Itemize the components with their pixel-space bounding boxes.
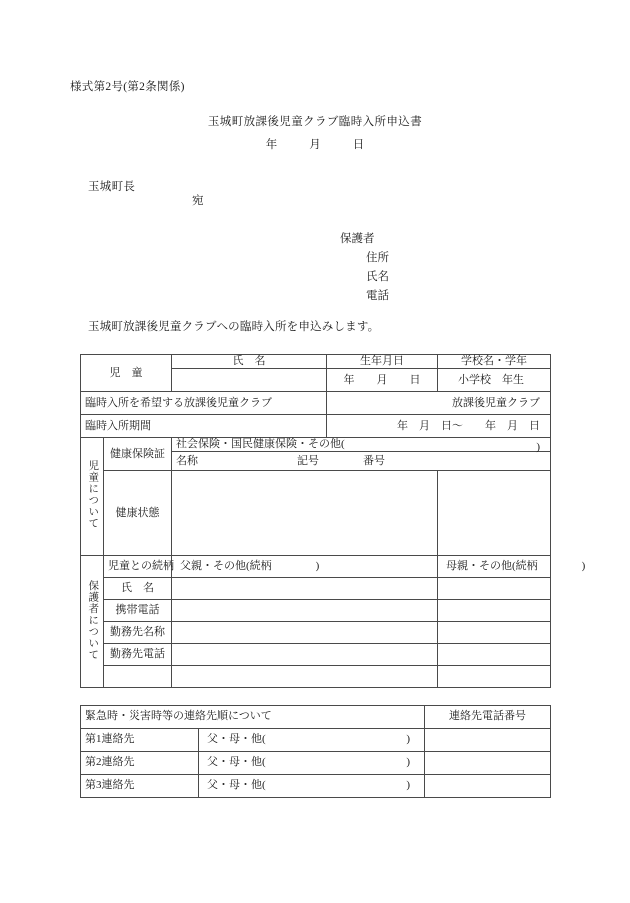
health-status-mother-cell[interactable] xyxy=(438,471,551,556)
table-row xyxy=(81,644,551,666)
guardian-phone-label: 電話 xyxy=(366,290,389,302)
health-status-father-cell[interactable] xyxy=(172,471,438,556)
guardian-mobile-label: 携帯電話 xyxy=(104,600,172,622)
date-month: 月 xyxy=(309,139,321,151)
period-row-label: 臨時入所期間 xyxy=(81,415,327,438)
table-row xyxy=(81,471,551,556)
emergency-who-1-text: 父・母・他( xyxy=(207,733,266,746)
table-row xyxy=(81,666,551,688)
table-row xyxy=(81,729,551,752)
emergency-order-1: 第1連絡先 xyxy=(81,729,199,752)
health-label: 健康状態 xyxy=(104,471,172,556)
emergency-who-3[interactable] xyxy=(199,775,425,798)
insurance-types[interactable] xyxy=(172,438,551,452)
child-name-input[interactable] xyxy=(172,369,327,392)
table-row xyxy=(81,355,551,369)
emergency-who-2[interactable] xyxy=(199,752,425,775)
date-day: 日 xyxy=(352,139,365,151)
emergency-phone-1[interactable] xyxy=(425,729,551,752)
child-section-label-text: 児童について xyxy=(87,460,99,530)
relation-mother[interactable]: 母親・その他(続柄 ) xyxy=(438,556,551,578)
table-row xyxy=(81,392,551,415)
date-line xyxy=(0,136,630,152)
insurance-label: 健康保険証 xyxy=(104,438,172,471)
guardian-workplace-label: 勤務先名称 xyxy=(104,622,172,644)
guardian-workphone-mother-input[interactable] xyxy=(438,644,551,666)
club-row-value[interactable]: 放課後児童クラブ xyxy=(327,392,551,415)
guardian-workplace-father-input[interactable] xyxy=(172,622,438,644)
guardian-workphone-label: 勤務先電話 xyxy=(104,644,172,666)
table-row xyxy=(81,578,551,600)
insurance-types-close: ) xyxy=(536,441,540,454)
guardian-workphone-father-input[interactable] xyxy=(172,644,438,666)
emergency-phone-2[interactable] xyxy=(425,752,551,775)
emergency-contacts-table xyxy=(80,705,551,798)
guardian-name-mother-input[interactable] xyxy=(438,578,551,600)
table-row xyxy=(81,600,551,622)
guardian-label: 保護者 xyxy=(340,233,375,245)
guardian-section-label xyxy=(81,556,104,688)
guardian-blank-mother-input[interactable] xyxy=(438,666,551,688)
guardian-section-label-text: 保護者について xyxy=(87,579,99,661)
club-row-label: 臨時入所を希望する放課後児童クラブ xyxy=(81,392,327,415)
guardian-workplace-mother-input[interactable] xyxy=(438,622,551,644)
table-row xyxy=(81,622,551,644)
child-school-entry[interactable]: 小学校 年生 xyxy=(438,369,551,392)
emergency-who-1-close: ) xyxy=(406,733,410,745)
emergency-who-2-text: 父・母・他( xyxy=(207,756,266,769)
main-form-table xyxy=(80,354,586,688)
child-label: 児 童 xyxy=(81,355,172,392)
child-school-header: 学校名・学年 xyxy=(438,355,551,369)
guardian-blank-father-input[interactable] xyxy=(172,666,438,688)
table-row xyxy=(81,438,551,452)
emergency-order-2: 第2連絡先 xyxy=(81,752,199,775)
emergency-who-1[interactable] xyxy=(199,729,425,752)
application-statement: 玉城町放課後児童クラブへの臨時入所を申込みします。 xyxy=(88,321,380,333)
guardian-address-label: 住所 xyxy=(366,252,389,264)
table-row xyxy=(81,706,551,729)
guardian-name-father-input[interactable] xyxy=(172,578,438,600)
guardian-name-label: 氏名 xyxy=(366,271,389,283)
guardian-mobile-mother-input[interactable] xyxy=(438,600,551,622)
addressee: 玉城町長 xyxy=(88,181,136,193)
table-row xyxy=(81,775,551,798)
child-birth-entry[interactable]: 年 月 日 xyxy=(327,369,438,392)
guardian-mobile-father-input[interactable] xyxy=(172,600,438,622)
insurance-types-text: 社会保険・国民健康保険・その他( xyxy=(176,438,345,451)
child-section-label xyxy=(81,438,104,556)
table-row xyxy=(81,415,551,438)
table-row xyxy=(81,752,551,775)
guardian-name-label: 氏 名 xyxy=(104,578,172,600)
relation-label: 児童との続柄 xyxy=(104,556,172,578)
form-number: 様式第2号(第2条関係) xyxy=(70,81,185,93)
child-name-header: 氏 名 xyxy=(172,355,327,369)
date-year: 年 xyxy=(265,139,278,151)
addressee-suffix: 宛 xyxy=(192,195,204,207)
emergency-who-3-close: ) xyxy=(406,779,410,791)
insurance-fields[interactable]: 名称 記号 番号 xyxy=(172,452,551,471)
table-row xyxy=(81,556,551,578)
document-title: 玉城町放課後児童クラブ臨時入所申込書 xyxy=(207,116,423,128)
emergency-phone-3[interactable] xyxy=(425,775,551,798)
guardian-signature-block xyxy=(340,230,389,306)
emergency-who-2-close: ) xyxy=(406,756,410,768)
emergency-header-phone: 連絡先電話番号 xyxy=(425,706,551,729)
relation-father[interactable]: 父親・その他(続柄 ) xyxy=(172,556,438,578)
guardian-blank-label xyxy=(104,666,172,688)
emergency-header-label: 緊急時・災害時等の連絡先順について xyxy=(81,706,425,729)
period-row-value[interactable]: 年 月 日〜 年 月 日 xyxy=(327,415,551,438)
emergency-order-3: 第3連絡先 xyxy=(81,775,199,798)
child-birth-header: 生年月日 xyxy=(327,355,438,369)
emergency-who-3-text: 父・母・他( xyxy=(207,779,266,792)
